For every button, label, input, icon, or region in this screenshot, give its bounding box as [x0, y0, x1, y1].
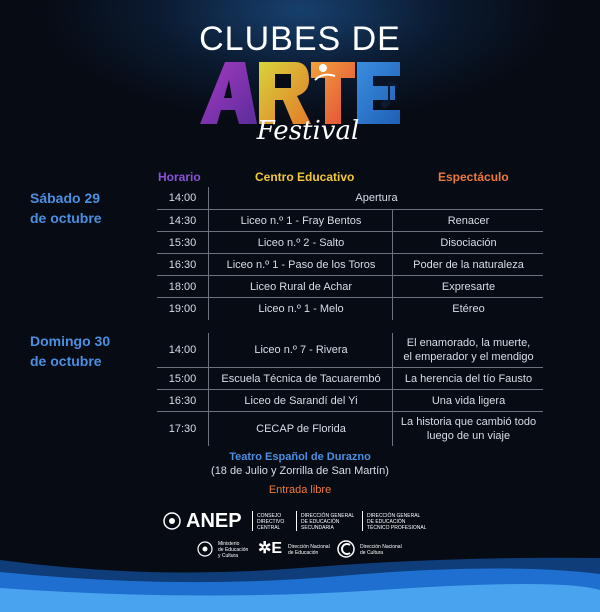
row-show: Expresarte: [392, 276, 544, 298]
schedule-row: [157, 275, 543, 298]
header-espectaculo: Espectáculo: [438, 170, 509, 184]
row-show: Etéreo: [392, 298, 544, 320]
row-show: Poder de la naturaleza: [392, 254, 544, 276]
row-show: Disociación: [392, 232, 544, 254]
row-time: 16:30: [168, 259, 197, 271]
header-horario: Horario: [158, 170, 201, 184]
schedule-row: [157, 297, 543, 320]
row-time: 14:00: [168, 344, 197, 356]
mec-logo: Ministerio de Educación y Cultura: [196, 537, 260, 561]
row-center: Liceo Rural de Achar: [208, 276, 393, 298]
schedule-row: [157, 253, 543, 276]
uruguay-sun-icon: [162, 510, 182, 532]
row-center: Liceo n.º 1 - Melo: [208, 298, 393, 320]
row-center: Liceo n.º 7 - Rivera: [208, 333, 393, 367]
dne-emblem-icon: ✲E: [258, 540, 283, 557]
header-centro-educativo: Centro Educativo: [255, 170, 355, 184]
title-festival: Festival: [256, 116, 360, 146]
day-saturday-label: Sábado 29 de octubre: [30, 190, 102, 226]
row-show: La historia que cambió todo luego de un viaje: [392, 412, 544, 446]
schedule-row: [157, 389, 543, 412]
schedule-row: [157, 367, 543, 390]
row-show: Una vida ligera: [392, 390, 544, 412]
dges-text: DIRECCIÓN GENERAL DE EDUCACIÓN SECUNDARIA: [301, 513, 355, 531]
anep-logo-block: [162, 508, 437, 534]
row-show: Renacer: [392, 210, 544, 232]
row-center: Liceo n.º 1 - Paso de los Toros: [208, 254, 393, 276]
row-center: Liceo n.º 1 - Fray Bentos: [208, 210, 393, 232]
row-opening-text: Apertura: [208, 187, 544, 209]
row-center: Liceo de Sarandí del Yi: [208, 390, 393, 412]
schedule-row: [157, 333, 543, 367]
dnc-logo: Dirección Nacional de Cultura: [336, 537, 406, 561]
row-time: 15:30: [168, 237, 197, 249]
schedule-row-opening: [157, 187, 543, 209]
dne-logo: ✲E Dirección Nacional de Educación: [258, 537, 334, 561]
schedule-row: [157, 209, 543, 232]
row-time: 17:30: [168, 423, 197, 435]
row-time: 16:30: [168, 395, 197, 407]
row-time: 18:00: [168, 281, 197, 293]
dgetp-text: DIRECCIÓN GENERAL DE EDUCACIÓN TÉCNICO PROFESIONAL: [367, 513, 427, 531]
bottom-wave: [0, 550, 600, 612]
row-time: 15:00: [168, 373, 197, 385]
schedule-row: [157, 411, 543, 446]
row-center: Liceo n.º 2 - Salto: [208, 232, 393, 254]
row-center: CECAP de Florida: [208, 412, 393, 446]
venue-name: Teatro Español de Durazno: [229, 451, 371, 463]
row-time: 14:00: [168, 192, 197, 204]
day-sunday-label: Domingo 30 de octubre: [30, 333, 111, 369]
venue-entry: Entrada libre: [268, 484, 332, 496]
anep-wordmark: ANEP: [186, 510, 242, 532]
title-clubes-de: CLUBES DE: [199, 20, 401, 58]
row-show: El enamorado, la muerte, el emperador y el mendigo: [392, 333, 544, 367]
row-center: Escuela Técnica de Tacuarembó: [208, 368, 393, 390]
row-time: 14:30: [168, 215, 197, 227]
row-show: La herencia del tío Fausto: [392, 368, 544, 390]
row-time: 19:00: [168, 303, 197, 315]
consejo-directivo-text: CONSEJO DIRECTIVO CENTRAL: [257, 513, 285, 531]
schedule-row: [157, 231, 543, 254]
venue-address: (18 de Julio y Zorrilla de San Martín): [211, 465, 389, 477]
